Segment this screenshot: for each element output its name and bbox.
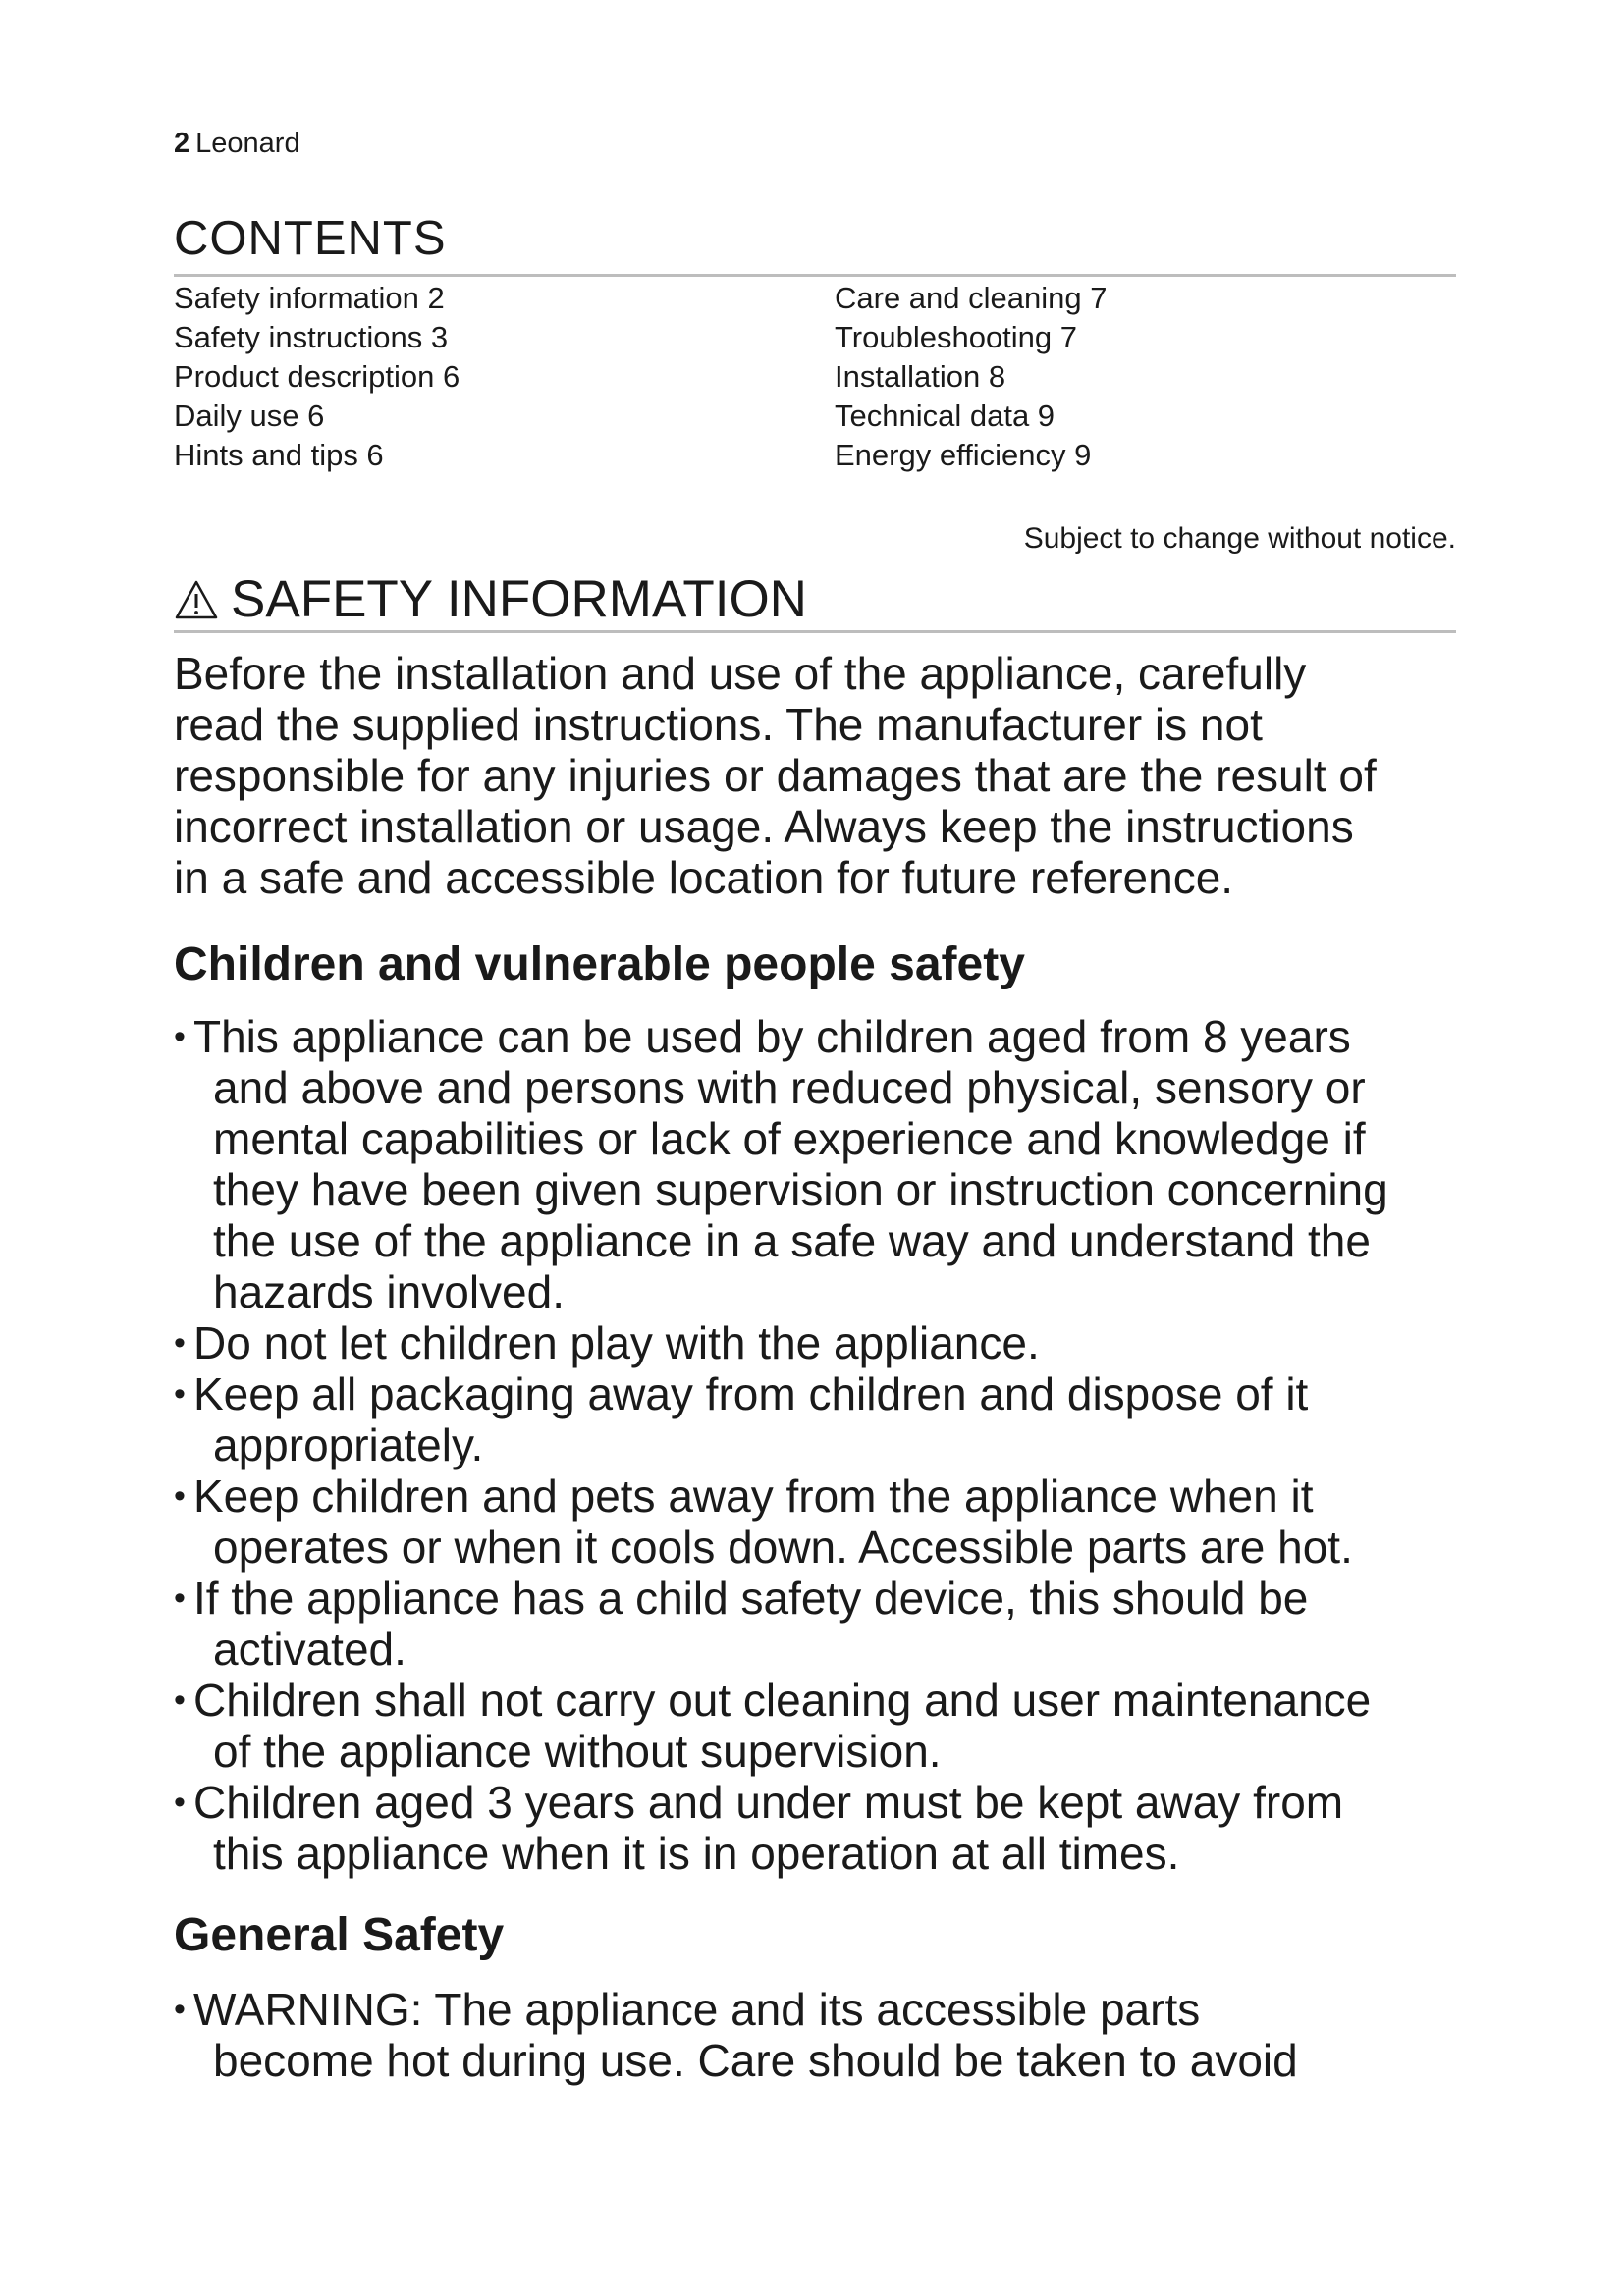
safety-information-title: SAFETY INFORMATION: [231, 570, 807, 628]
contents-divider: [174, 274, 1456, 277]
paragraph-line: read the supplied instructions. The manufacturer is not: [174, 699, 1263, 750]
bullet-line: the use of the appliance in a safe way and understand the: [213, 1215, 1371, 1266]
bullet-dot: •: [174, 1991, 186, 2028]
bullet-line: they have been given supervision or instruction concerning: [213, 1164, 1388, 1215]
paragraph-line: in a safe and accessible location for future reference.: [174, 852, 1234, 903]
bullet-dot: •: [174, 1579, 186, 1617]
toc-item[interactable]: Care and cleaning 7: [835, 281, 1108, 315]
general-safety-list: [174, 1984, 1456, 2086]
bullet-line: Keep children and pets away from the appliance when it: [193, 1470, 1314, 1522]
bullet-line: If the appliance has a child safety device, this should be: [193, 1573, 1309, 1624]
bullet-line: WARNING: The appliance and its accessible parts: [193, 1984, 1201, 2035]
safety-information-heading: [174, 569, 807, 630]
toc-item[interactable]: Safety information 2: [174, 281, 445, 315]
bullet-dot: •: [174, 1682, 186, 1719]
children-safety-heading: Children and vulnerable people safety: [174, 938, 1025, 990]
toc-item[interactable]: Product description 6: [174, 359, 460, 394]
bullet-dot: •: [174, 1375, 186, 1413]
bullet-line: Do not let children play with the appliance.: [193, 1317, 1040, 1368]
bullet-line: Children aged 3 years and under must be kept away from: [193, 1777, 1344, 1828]
bullet-line: hazards involved.: [213, 1266, 565, 1317]
bullet-line: of the appliance without supervision.: [213, 1726, 942, 1777]
bullet-line: operates or when it cools down. Accessible parts are hot.: [213, 1522, 1353, 1573]
list-item: [174, 1317, 1456, 1368]
warning-triangle-icon: [174, 579, 219, 620]
bullet-line: activated.: [213, 1624, 406, 1675]
toc-left-column: [174, 279, 802, 475]
bullet-line: and above and persons with reduced physical, sensory or: [213, 1062, 1366, 1113]
toc-item[interactable]: Daily use 6: [174, 399, 325, 433]
paragraph-line: responsible for any injuries or damages that are the result of: [174, 750, 1377, 801]
list-item: [174, 1984, 1456, 2086]
bullet-line: Children shall not carry out cleaning and user maintenance: [193, 1675, 1372, 1726]
safety-intro-paragraph: [174, 648, 1456, 903]
toc-item[interactable]: Troubleshooting 7: [835, 320, 1078, 354]
bullet-line: Keep all packaging away from children and dispose of it: [193, 1368, 1309, 1419]
brand-name: Leonard: [195, 128, 300, 159]
toc-item[interactable]: Technical data 9: [835, 399, 1056, 433]
list-item: [174, 1675, 1456, 1777]
toc-item[interactable]: Safety instructions 3: [174, 320, 449, 354]
general-safety-heading: General Safety: [174, 1909, 505, 1961]
bullet-line: this appliance when it is in operation at all times.: [213, 1828, 1180, 1879]
toc-item[interactable]: Hints and tips 6: [174, 438, 384, 472]
bullet-dot: •: [174, 1324, 186, 1362]
bullet-line: mental capabilities or lack of experience and knowledge if: [213, 1113, 1366, 1164]
paragraph-line: incorrect installation or usage. Always keep the instructions: [174, 801, 1354, 852]
bullet-line: become hot during use. Care should be taken to avoid: [213, 2035, 1298, 2086]
contents-title: CONTENTS: [174, 212, 447, 265]
bullet-line: appropriately.: [213, 1419, 484, 1470]
page-header: [174, 126, 300, 161]
list-item: [174, 1470, 1456, 1573]
list-item: [174, 1011, 1456, 1317]
children-safety-list: [174, 1011, 1456, 1879]
bullet-dot: •: [174, 1477, 186, 1515]
list-item: [174, 1777, 1456, 1879]
safety-divider: [174, 630, 1456, 633]
toc-item[interactable]: Installation 8: [835, 359, 1006, 394]
list-item: [174, 1573, 1456, 1675]
toc-item[interactable]: Energy efficiency 9: [835, 438, 1092, 472]
page-number: 2: [174, 128, 190, 159]
bullet-dot: •: [174, 1018, 186, 1055]
list-item: [174, 1368, 1456, 1470]
change-notice: Subject to change without notice.: [1023, 522, 1456, 555]
paragraph-line: Before the installation and use of the appliance, carefully: [174, 648, 1307, 699]
bullet-line: This appliance can be used by children aged from 8 years: [193, 1011, 1351, 1062]
toc-right-column: [835, 279, 1463, 475]
bullet-dot: •: [174, 1784, 186, 1821]
